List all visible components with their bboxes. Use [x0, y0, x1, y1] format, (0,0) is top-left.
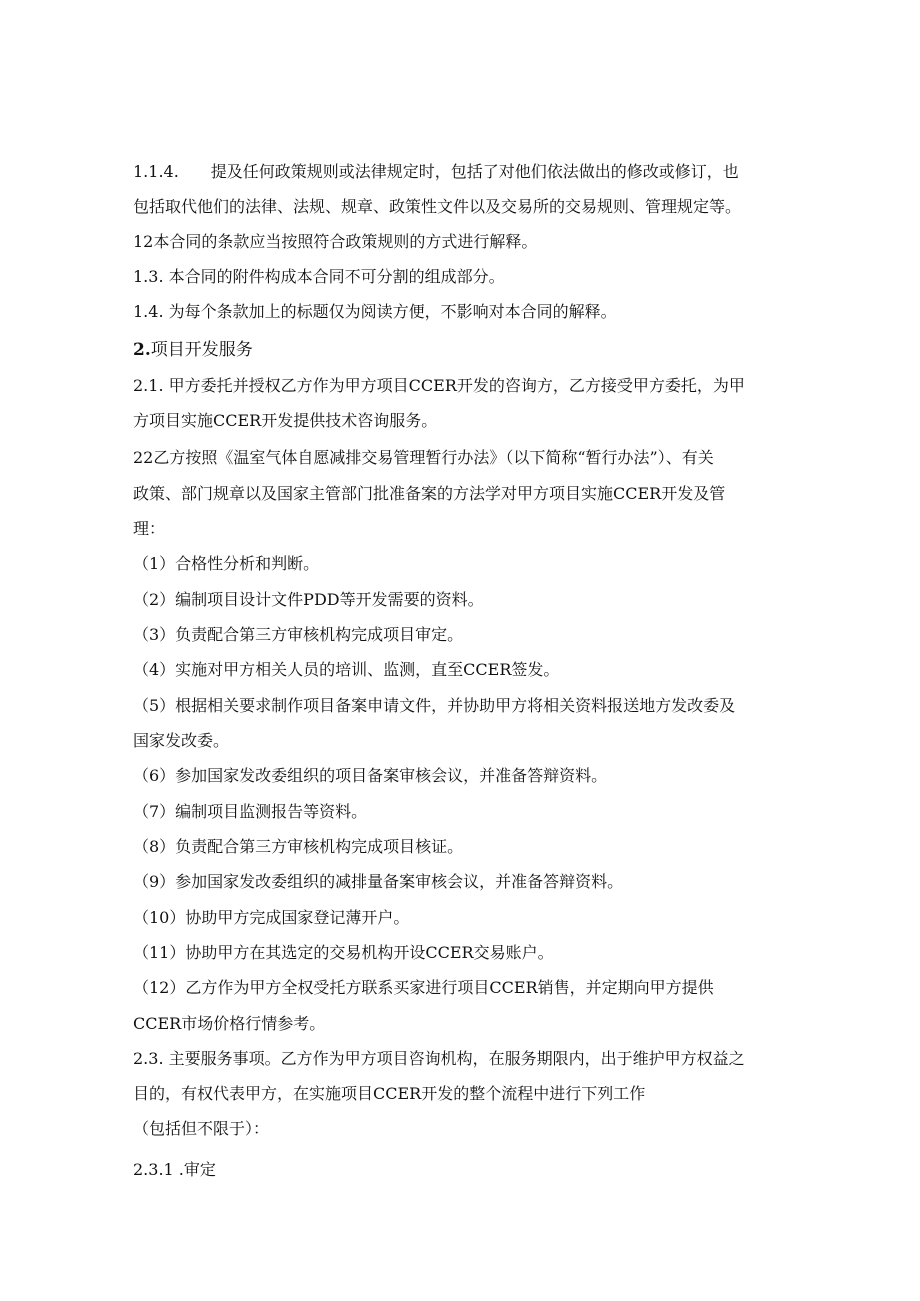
list-item-10: （10）协助甲方完成国家登记薄开户。 [133, 908, 410, 927]
clause-2-2-line-1: 22乙方按照《温室气体自愿减排交易管理暂行办法》（以下简称“暂行办法”）、有关 [133, 448, 714, 467]
list-item-5-line-2: 国家发改委。 [133, 731, 230, 750]
list-item-9: （9）参加国家发改委组织的减排量备案审核会议，并准备答辩资料。 [133, 872, 624, 891]
list-item-11: （11）协助甲方在其选定的交易机构开设CCER交易账户。 [133, 943, 554, 962]
clause-1-3: 1.3. 本合同的附件构成本合同不可分割的组成部分。 [133, 267, 505, 286]
section-title: 项目开发服务 [150, 340, 253, 360]
list-item-1: （1）合格性分析和判断。 [133, 554, 320, 573]
list-item-2: （2）编制项目设计文件PDD等开发需要的资料。 [133, 590, 484, 609]
clause-1-2: 12本合同的条款应当按照符合政策规则的方式进行解释。 [133, 232, 538, 251]
clause-2-3-1: 2.3.1 .审定 [133, 1160, 216, 1179]
list-item-7: （7）编制项目监测报告等资料。 [133, 802, 368, 821]
clause-1-1-4-line-2: 包括取代他们的法律、法规、规章、政策性文件以及交易所的交易规则、管理规定等。 [133, 197, 742, 216]
clause-2-3-line-1: 2.3. 主要服务事项。乙方作为甲方项目咨询机构，在服务期限内，出于维护甲方权益之 [133, 1049, 745, 1068]
list-item-12-line-2: CCER市场价格行情参考。 [133, 1014, 326, 1033]
clause-2-3-line-2: 目的，有权代表甲方，在实施项目CCER开发的整个流程中进行下列工作 [133, 1084, 646, 1103]
section-heading [133, 340, 253, 360]
list-item-6: （6）参加国家发改委组织的项目备案审核会议，并准备答辩资料。 [133, 766, 608, 785]
clause-2-1-line-1: 2.1. 甲方委托并授权乙方作为甲方项目CCER开发的咨询方，乙方接受甲方委托，为甲 [133, 376, 745, 395]
clause-2-3-line-3: （包括但不限于）： [133, 1119, 270, 1138]
clause-2-2-line-2: 政策、部门规章以及国家主管部门批准备案的方法学对甲方项目实施CCER开发及管 [133, 484, 726, 503]
list-item-5-line-1: （5）根据相关要求制作项目备案申请文件，并协助甲方将相关资料报送地方发改委及 [133, 696, 736, 715]
list-item-8: （8）负责配合第三方审核机构完成项目核证。 [133, 837, 464, 856]
list-item-12-line-1: （12）乙方作为甲方全权受托方联系买家进行项目CCER销售，并定期向甲方提供 [133, 978, 714, 997]
section-number: 2. [133, 340, 151, 360]
list-item-3: （3）负责配合第三方审核机构完成项目审定。 [133, 625, 464, 644]
clause-2-1-line-2: 方项目实施CCER开发提供技术咨询服务。 [133, 411, 438, 430]
clause-2-2-line-3: 理： [133, 519, 166, 538]
list-item-4: （4）实施对甲方相关人员的培训、监测，直至CCER签发。 [133, 660, 560, 679]
clause-1-4: 1.4. 为每个条款加上的标题仅为阅读方便，不影响对本合同的解释。 [133, 302, 617, 321]
clause-1-1-4-line-1: 1.1.4. 提及任何政策规则或法律规定时，包括了对他们依法做出的修改或修订，也 [133, 162, 739, 181]
